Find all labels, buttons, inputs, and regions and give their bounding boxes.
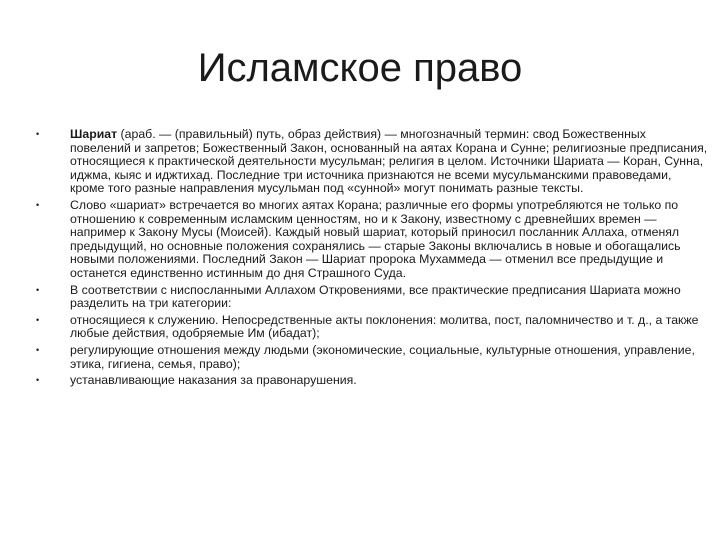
list-item — [36, 284, 708, 311]
bullet-icon: • — [36, 129, 40, 139]
bullet-icon: • — [36, 199, 40, 210]
list-item — [36, 374, 708, 388]
list-item — [36, 128, 708, 196]
bullet-icon: • — [36, 314, 40, 325]
bullet-icon: • — [36, 284, 40, 295]
item-text: В соответствии с ниспосланными Аллахом Откровениями, все практические предписания Шариата можно разделить на три категории: — [70, 282, 681, 311]
term-sharia: Шариат — [70, 127, 118, 141]
item-text: устанавливающие наказания за правонарушения. — [70, 373, 357, 388]
list-item — [36, 199, 708, 281]
list-item — [36, 344, 708, 371]
item-text: относящиеся к служению. Непосредственные акты поклонения: молитва, пост, паломничество и т. д., а также любые действия, одобряемые Им (ибадат); — [70, 312, 699, 341]
item-text: регулирующие отношения между людьми (экономические, социальные, культурные отношения, управление, этика, гигиена, семья, право); — [70, 342, 695, 371]
bullet-icon: • — [36, 375, 40, 386]
item-text: (араб. — (правильный) путь, образ действия) — многозначный термин: свод Божественных повелений и запретов; Божественный Закон, основанный на аятах Корана и Сунне; религиозные предписания, относящиеся к практической деятельности мусульман; религия в целом. Источники Шариата — Коран, Сунна, иджма, кыяс и иджтихад. Последние три источника признаются не всеми мусульманскими правоведами, кроме того разные направления мусульман под «сунной» могут понимать разные тексты. — [70, 127, 708, 196]
bullet-list — [36, 128, 708, 391]
bullet-icon: • — [36, 344, 40, 355]
item-text: Слово «шариат» встречается во многих аятах Корана; различные его формы употребляются не только по отношению к современным исламским ценностям, но и к Закону, известному с древнейших времен — например к Закону Мусы (Моисей). Каждый новый шариат, который приносил посланник Аллаха, отменял предыдущий, но основные положения сохранялись — старые Законы включались в новые и обогащались новыми положениями. Последний Закон — Шариат пророка Мухаммеда — отменил все предыдущие и останется единственно истинным до дня Страшного Суда. — [70, 197, 681, 280]
list-item — [36, 314, 708, 341]
slide-title: Исламское право — [197, 46, 523, 90]
